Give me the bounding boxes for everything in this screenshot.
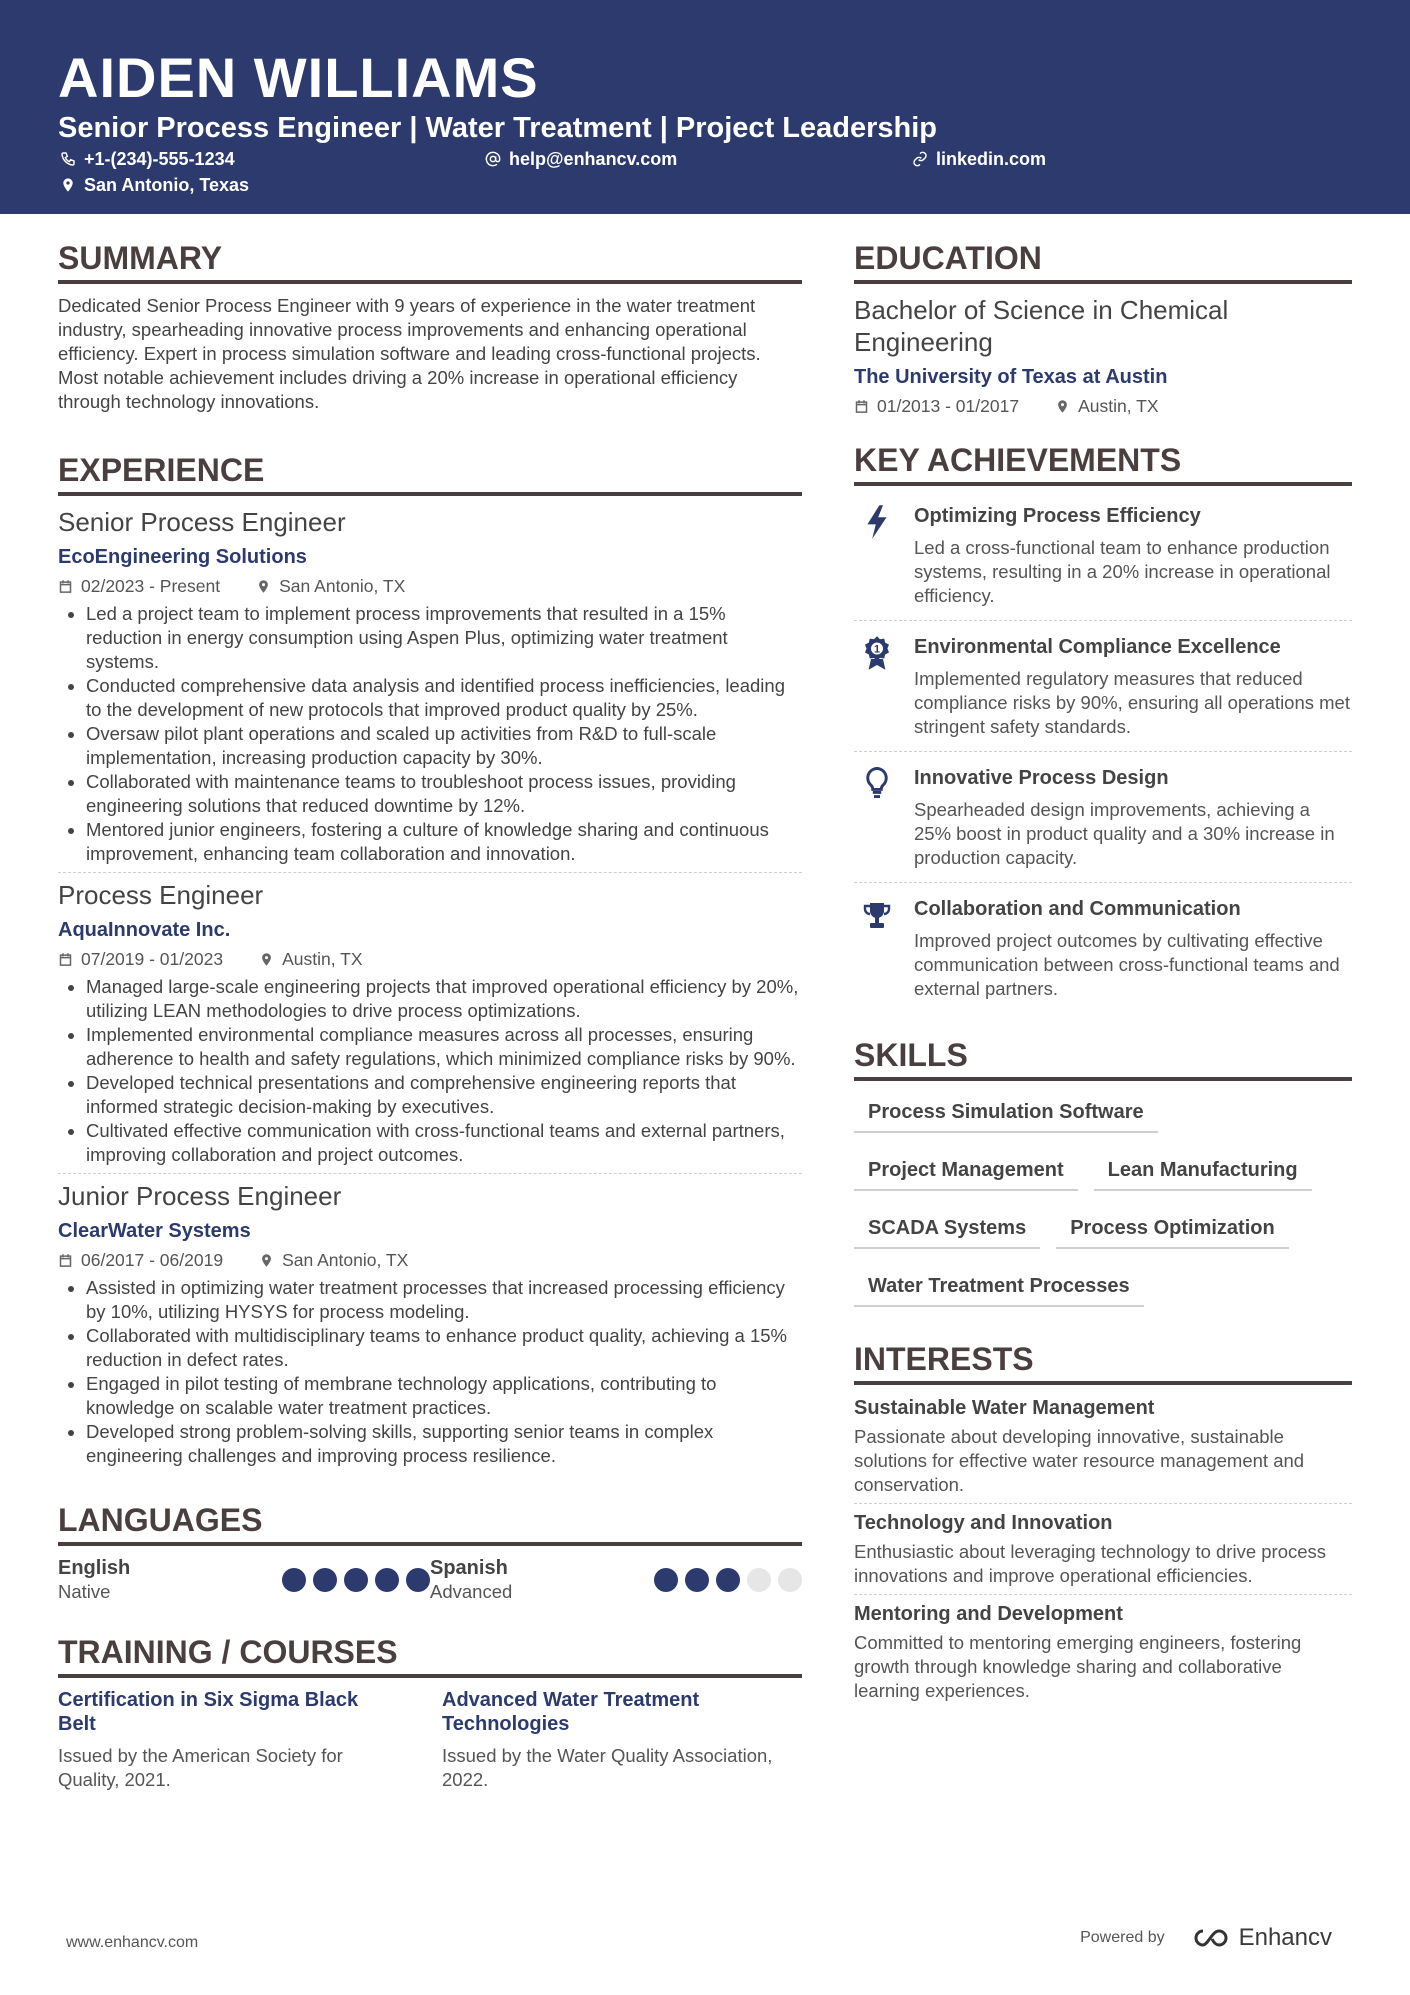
entry-divider [58, 1173, 802, 1174]
skill-tag: SCADA Systems [854, 1207, 1040, 1249]
skill-tag: Water Treatment Processes [854, 1265, 1144, 1307]
calendar-icon [58, 1253, 73, 1268]
achievement-title: Environmental Compliance Excellence [914, 636, 1281, 658]
phone-icon [60, 151, 76, 167]
skill-tag: Process Optimization [1056, 1207, 1289, 1249]
achievement-item [854, 627, 1352, 745]
achievement-item [854, 496, 1352, 614]
entry-divider [854, 1594, 1352, 1595]
entry-divider [854, 882, 1352, 883]
course-title: Advanced Water Treatment Technologies [442, 1689, 700, 1735]
job-bullet: • Collaborated with multidisciplinary teams to enhance product quality, achieving a 15% reduction in defect rates. [86, 1324, 802, 1372]
trophy-icon [862, 897, 892, 933]
brand-logo[interactable] [1189, 1924, 1332, 1952]
job-role: Process Engineer [58, 880, 264, 910]
interest-title: Mentoring and Development [854, 1603, 1123, 1625]
job-company: AquaInnovate Inc. [58, 919, 231, 941]
language-level: Advanced [430, 1581, 513, 1602]
job-dates: 02/2023 - Present [81, 576, 221, 596]
language-item [430, 1556, 802, 1604]
achievements-section [854, 440, 1352, 1007]
education-location: Austin, TX [1078, 396, 1159, 416]
rating-dot-filled [685, 1568, 709, 1592]
language-item [58, 1556, 430, 1604]
language-name: Spanish [430, 1557, 508, 1579]
job-bullet: • Engaged in pilot testing of membrane technology applications, contributing to knowledge on scalable water treatment practices. [86, 1372, 802, 1420]
svg-text:1: 1 [873, 643, 881, 656]
achievement-title: Innovative Process Design [914, 767, 1169, 789]
rating-dot-filled [375, 1568, 399, 1592]
experience-section [58, 450, 802, 1468]
job-bullet: • Cultivated effective communication with cross-functional teams and external partners, improving collaboration and project outcomes. [86, 1119, 802, 1167]
map-pin-icon [256, 579, 271, 594]
interest-title: Sustainable Water Management [854, 1397, 1155, 1419]
interest-item [854, 1510, 1352, 1588]
job-bullet: • Conducted comprehensive data analysis and identified process inefficiencies, leading to the development of new protocols that improved product quality by 25%. [86, 674, 802, 722]
course-item [58, 1688, 398, 1792]
map-pin-icon [60, 177, 76, 193]
language-rating [282, 1568, 430, 1592]
job-dates: 07/2019 - 01/2023 [81, 949, 224, 969]
job-company: ClearWater Systems [58, 1220, 251, 1242]
job-bullets [58, 602, 802, 866]
skills-heading: SKILLS [854, 1035, 1352, 1081]
summary-text: Dedicated Senior Process Engineer with 9 years of experience in the water treatment industry, spearheading innovative process improvements and enhancing operational efficiency. Expert in process simulation software and leading cross-functional projects. Most notable achievement includes driving a 20% increase in operational efficiency through technology innovations. [58, 295, 761, 412]
job-meta [58, 1248, 802, 1272]
interest-item [854, 1601, 1352, 1703]
interest-desc: Passionate about developing innovative, sustainable solutions for effective water resource management and conservation. [854, 1426, 1305, 1495]
job-role: Senior Process Engineer [58, 507, 346, 537]
interest-desc: Committed to mentoring emerging engineers, fostering growth through knowledge sharing and collaborative learning experiences. [854, 1632, 1302, 1701]
email-contact[interactable] [485, 148, 677, 170]
achievement-title: Optimizing Process Efficiency [914, 505, 1201, 527]
rating-dot-filled [313, 1568, 337, 1592]
footer-branding [1080, 1924, 1332, 1952]
course-item [442, 1688, 782, 1792]
location-contact [60, 174, 249, 196]
candidate-headline: Senior Process Engineer | Water Treatment | Project Leadership [58, 112, 937, 144]
job-bullet: • Implemented environmental compliance measures across all processes, ensuring adherence to health and safety regulations, which minimized compliance risks by 90%. [86, 1023, 802, 1071]
infinity-logo-icon [1189, 1926, 1233, 1950]
experience-heading: EXPERIENCE [58, 450, 802, 496]
entry-divider [854, 1503, 1352, 1504]
linkedin-text: linkedin.com [936, 149, 1047, 169]
job-entry [58, 1180, 802, 1468]
rating-dot-filled [406, 1568, 430, 1592]
course-desc: Issued by the Water Quality Association, 2022. [442, 1745, 773, 1790]
calendar-icon [854, 399, 869, 414]
linkedin-contact[interactable] [912, 148, 1046, 170]
education-meta [854, 394, 1352, 418]
footer-website[interactable]: www.enhancv.com [66, 1934, 199, 1951]
calendar-icon [58, 579, 73, 594]
rating-dot-filled [344, 1568, 368, 1592]
job-bullet: • Developed technical presentations and comprehensive engineering reports that informed strategic decision-making by executives. [86, 1071, 802, 1119]
job-bullet: • Managed large-scale engineering projects that improved operational efficiency by 20%, utilizing LEAN methodologies to drive process optimizations. [86, 975, 802, 1023]
job-bullet: • Assisted in optimizing water treatment processes that increased processing efficiency by 10%, utilizing HYSYS for process modeling. [86, 1276, 802, 1324]
achievement-desc: Improved project outcomes by cultivating effective communication between cross-functional teams and external partners. [914, 930, 1340, 999]
rating-dot-empty [778, 1568, 802, 1592]
achievement-item [854, 889, 1352, 1007]
job-location: San Antonio, TX [282, 1250, 409, 1270]
phone-text: +1-(234)-555-1234 [84, 149, 235, 169]
job-bullet: • Oversaw pilot plant operations and scaled up activities from R&D to full-scale implementation, increasing production capacity by 30%. [86, 722, 802, 770]
achievements-heading: KEY ACHIEVEMENTS [854, 440, 1352, 486]
language-name: English [58, 1557, 131, 1579]
calendar-icon [58, 952, 73, 967]
course-title: Certification in Six Sigma Black Belt [58, 1689, 359, 1735]
skills-list [854, 1091, 1352, 1323]
education-degree: Bachelor of Science in Chemical Engineering [854, 295, 1229, 357]
right-column [854, 238, 1352, 1703]
powered-by-label: Powered by [1080, 1929, 1165, 1946]
job-location: Austin, TX [282, 949, 363, 969]
brand-name: Enhancv [1238, 1924, 1332, 1951]
skill-tag: Process Simulation Software [854, 1091, 1158, 1133]
job-bullets [58, 975, 802, 1167]
languages-heading: LANGUAGES [58, 1500, 802, 1546]
education-heading: EDUCATION [854, 238, 1352, 284]
left-column [58, 238, 802, 1792]
interest-desc: Enthusiastic about leveraging technology to drive process innovations and improve operational efficiencies. [854, 1541, 1327, 1586]
interests-heading: INTERESTS [854, 1339, 1352, 1385]
rating-dot-filled [654, 1568, 678, 1592]
languages-section [58, 1500, 802, 1604]
achievement-item [854, 758, 1352, 876]
skills-section [854, 1035, 1352, 1323]
interest-item [854, 1395, 1352, 1497]
map-pin-icon [259, 1253, 274, 1268]
rating-dot-empty [747, 1568, 771, 1592]
job-meta [58, 947, 802, 971]
achievement-desc: Implemented regulatory measures that reduced compliance risks by 90%, ensuring all operations met stringent safety standards. [914, 668, 1350, 737]
education-dates: 01/2013 - 01/2017 [877, 396, 1020, 416]
lightbulb-icon [862, 766, 892, 802]
job-company: EcoEngineering Solutions [58, 546, 307, 568]
rating-dot-filled [716, 1568, 740, 1592]
email-text: help@enhancv.com [509, 149, 678, 169]
education-school: The University of Texas at Austin [854, 366, 1168, 388]
education-section [854, 238, 1352, 418]
summary-section [58, 238, 802, 414]
language-level: Native [58, 1581, 111, 1602]
at-sign-icon [485, 151, 501, 167]
phone-contact[interactable] [60, 148, 235, 170]
link-icon [912, 151, 928, 167]
job-entry [58, 506, 802, 866]
candidate-name: AIDEN WILLIAMS [58, 46, 539, 109]
map-pin-icon [259, 952, 274, 967]
language-rating [654, 1568, 802, 1592]
training-section [58, 1632, 802, 1792]
skill-tag: Lean Manufacturing [1094, 1149, 1312, 1191]
job-bullets [58, 1276, 802, 1468]
achievement-title: Collaboration and Communication [914, 898, 1241, 920]
job-bullet: • Mentored junior engineers, fostering a culture of knowledge sharing and continuous improvement, enhancing team collaboration and innovation. [86, 818, 802, 866]
map-pin-icon [1055, 399, 1070, 414]
achievement-desc: Spearheaded design improvements, achieving a 25% boost in product quality and a 30% increase in production capacity. [914, 799, 1335, 868]
job-bullet: • Collaborated with maintenance teams to troubleshoot process issues, providing engineering solutions that reduced downtime by 12%. [86, 770, 802, 818]
course-desc: Issued by the American Society for Quality, 2021. [58, 1745, 343, 1790]
skill-tag: Project Management [854, 1149, 1078, 1191]
job-role: Junior Process Engineer [58, 1181, 342, 1211]
interests-section [854, 1339, 1352, 1703]
entry-divider [854, 620, 1352, 621]
job-entry [58, 879, 802, 1167]
lightning-icon [862, 504, 892, 540]
courses-row [58, 1688, 802, 1792]
training-heading: TRAINING / COURSES [58, 1632, 802, 1678]
job-meta [58, 574, 802, 598]
entry-divider [854, 751, 1352, 752]
languages-row [58, 1556, 802, 1604]
resume-header [0, 0, 1410, 214]
job-bullet: • Led a project team to implement process improvements that resulted in a 15% reduction in energy consumption using Aspen Plus, optimizing water treatment systems. [86, 602, 802, 674]
achievement-desc: Led a cross-functional team to enhance production systems, resulting in a 20% increase in operational efficiency. [914, 537, 1331, 606]
interest-title: Technology and Innovation [854, 1512, 1113, 1534]
job-bullet: • Developed strong problem-solving skills, supporting senior teams in complex engineering challenges and improving process resilience. [86, 1420, 802, 1468]
entry-divider [58, 872, 802, 873]
summary-heading: SUMMARY [58, 238, 802, 284]
job-dates: 06/2017 - 06/2019 [81, 1250, 224, 1270]
location-text: San Antonio, Texas [84, 175, 250, 195]
rating-dot-filled [282, 1568, 306, 1592]
job-location: San Antonio, TX [279, 576, 406, 596]
award-medal-icon [862, 635, 892, 671]
